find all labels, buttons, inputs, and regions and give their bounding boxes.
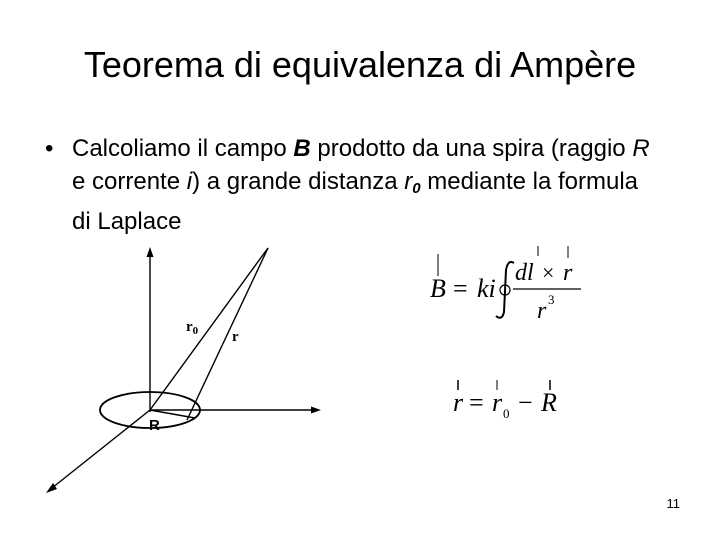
- bullet-text-part: e corrente: [72, 168, 187, 195]
- bullet-symbol-i: i: [186, 168, 193, 195]
- formula-coef: ki: [477, 274, 496, 303]
- bullet-text-part: ) a grande distanza: [192, 168, 405, 195]
- formula-num-r: r: [563, 260, 573, 286]
- formula-vec-eq: =: [469, 388, 484, 417]
- formula-denom-exp: 3: [548, 292, 555, 307]
- formula-num-dl: dl: [515, 260, 534, 286]
- formula-vec-lhs-r: r: [453, 388, 464, 417]
- formula-vec-R: R: [541, 388, 557, 417]
- bullet-marker: •: [45, 135, 54, 162]
- bullet-symbol-r0: r: [404, 168, 413, 195]
- formula-num-times: ×: [542, 260, 555, 285]
- label-R: R: [149, 417, 160, 434]
- formula-vec-r0: r: [492, 388, 503, 417]
- bullet-text-part: mediante la formula di Laplace: [72, 168, 639, 235]
- label-r: r: [232, 329, 239, 345]
- bullet-text-part: Calcoliamo il campo: [72, 135, 294, 162]
- formula-vec-r0-sub: 0: [503, 406, 510, 421]
- formula-lhs-B: B: [430, 274, 446, 303]
- formula-denom-r: r: [537, 298, 547, 324]
- bullet-symbol-R: R: [632, 135, 650, 162]
- formula-eq: =: [453, 274, 468, 303]
- bullet-text-part: prodotto da una spira (raggio: [310, 135, 633, 162]
- page-number: 11: [666, 496, 680, 511]
- bullet-symbol-r0-subscript: 0: [412, 180, 421, 197]
- label-r0: $r_0$: [186, 319, 199, 337]
- formula-vec-minus: −: [518, 388, 533, 417]
- bullet-symbol-B: B: [293, 135, 311, 162]
- slide-title: Teorema di equivalenza di Ampère: [83, 44, 637, 85]
